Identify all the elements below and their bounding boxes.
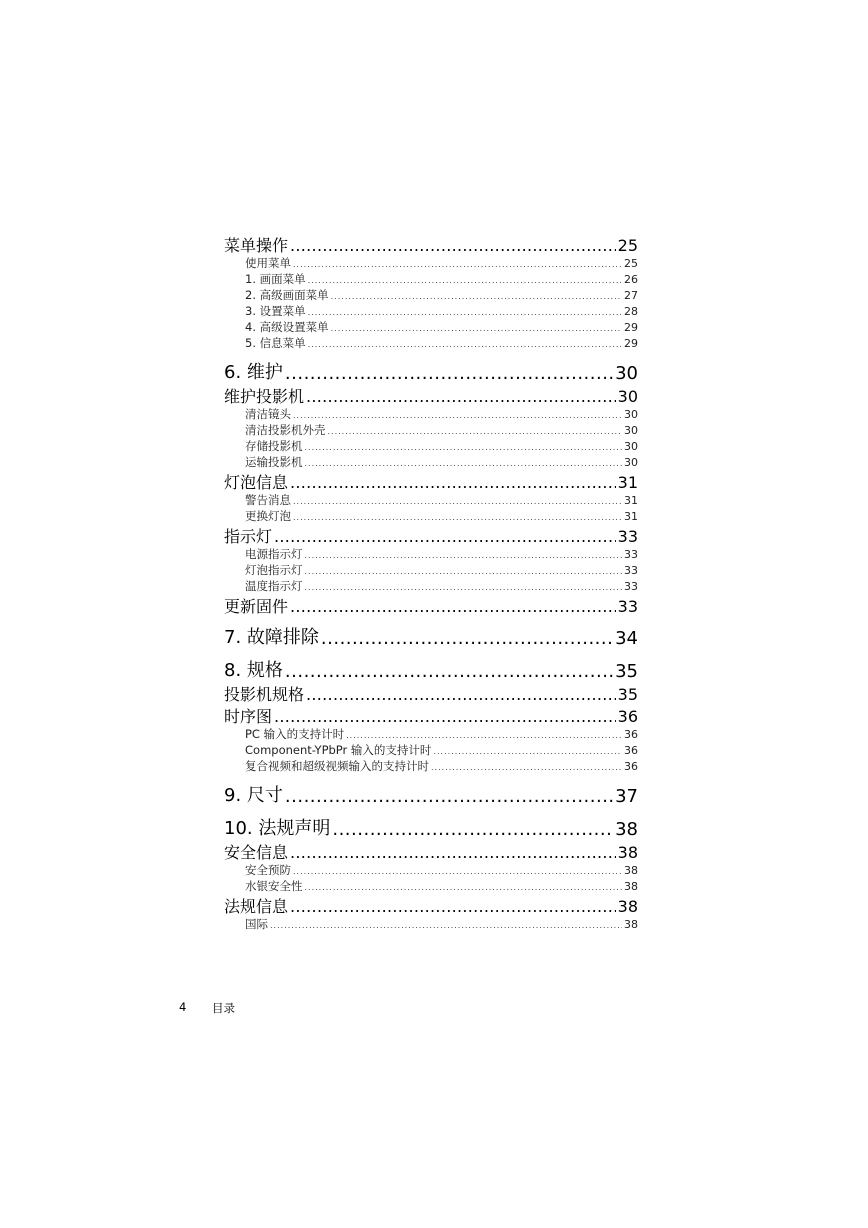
- dot-leader: [285, 363, 613, 384]
- dot-leader: [290, 236, 616, 255]
- toc-section[interactable]: [224, 894, 638, 916]
- dot-leader: [431, 763, 622, 772]
- toc-section[interactable]: [224, 594, 638, 616]
- toc-entry-title: 清洁镜头: [245, 407, 291, 421]
- dot-leader: [293, 411, 622, 420]
- toc-entry-page: 30: [615, 363, 638, 384]
- toc-entry-page: 30: [624, 424, 638, 437]
- toc-entry-title: 8. 规格: [224, 660, 283, 681]
- toc-entry-page: 25: [624, 257, 638, 270]
- dot-leader: [331, 324, 622, 333]
- toc-entry-title: 复合视频和超级视频输入的支持计时: [245, 759, 429, 773]
- toc-entry-page: 29: [624, 321, 638, 334]
- dot-leader: [274, 707, 616, 726]
- toc-entry-title: 灯泡指示灯: [245, 563, 303, 577]
- toc-entry-page: 34: [615, 628, 638, 649]
- toc-subsection[interactable]: [224, 271, 638, 287]
- toc-entry-page: 36: [617, 707, 638, 726]
- dot-leader: [308, 276, 622, 285]
- toc-entry-page: 38: [615, 819, 638, 840]
- toc-entry-title: 更新固件: [224, 597, 289, 616]
- toc-entry-title: 4. 高级设置菜单: [245, 320, 329, 334]
- toc-entry-page: 33: [617, 527, 638, 546]
- toc-entry-page: 28: [624, 305, 638, 318]
- toc-entry-title: 电源指示灯: [245, 547, 303, 561]
- toc-section[interactable]: [224, 840, 638, 862]
- dot-leader: [331, 292, 622, 301]
- toc-entry-page: 30: [617, 387, 638, 406]
- toc-chapter[interactable]: [224, 811, 638, 840]
- toc-entry-page: 31: [624, 510, 638, 523]
- page-footer: [179, 1000, 235, 1016]
- dot-leader: [274, 527, 616, 546]
- toc-entry-page: 36: [624, 728, 638, 741]
- dot-leader: [305, 459, 623, 468]
- footer-page-number: 4: [179, 1000, 187, 1014]
- dot-leader: [306, 685, 616, 704]
- toc-entry-title: 安全预防: [245, 863, 291, 877]
- toc-subsection[interactable]: [224, 255, 638, 271]
- toc-entry-page: 38: [624, 918, 638, 931]
- dot-leader: [285, 661, 613, 682]
- dot-leader: [305, 551, 623, 560]
- toc-subsection[interactable]: [224, 758, 638, 774]
- toc-subsection[interactable]: [224, 422, 638, 438]
- toc-entry-title: 更换灯泡: [245, 509, 291, 523]
- dot-leader: [308, 340, 622, 349]
- toc-entry-title: 警告消息: [245, 493, 291, 507]
- toc-subsection[interactable]: [224, 562, 638, 578]
- dot-leader: [285, 786, 613, 807]
- toc-entry-page: 30: [624, 440, 638, 453]
- toc-entry-title: 10. 法规声明: [224, 818, 331, 839]
- dot-leader: [346, 731, 622, 740]
- toc-chapter[interactable]: [224, 653, 638, 682]
- toc-subsection[interactable]: [224, 303, 638, 319]
- toc-entry-title: 2. 高级画面菜单: [245, 288, 329, 302]
- dot-leader: [290, 897, 616, 916]
- dot-leader: [305, 443, 623, 452]
- toc-entry-page: 33: [617, 597, 638, 616]
- toc-entry-page: 38: [617, 897, 638, 916]
- toc-entry-title: 灯泡信息: [224, 473, 289, 492]
- toc-section[interactable]: [224, 682, 638, 704]
- toc-entry-page: 31: [624, 494, 638, 507]
- dot-leader: [293, 260, 622, 269]
- toc-subsection[interactable]: [224, 878, 638, 894]
- dot-leader: [290, 843, 616, 862]
- dot-leader: [293, 867, 622, 876]
- dot-leader: [293, 513, 622, 522]
- toc-entry-page: 25: [617, 236, 638, 255]
- toc-entry-title: 使用菜单: [245, 256, 291, 270]
- dot-leader: [305, 567, 623, 576]
- toc-entry-title: 法规信息: [224, 897, 289, 916]
- dot-leader: [270, 921, 622, 930]
- toc-entry-title: 安全信息: [224, 843, 289, 862]
- toc-subsection[interactable]: [224, 742, 638, 758]
- dot-leader: [305, 583, 623, 592]
- toc-section[interactable]: [224, 470, 638, 492]
- toc-entry-title: 国际: [245, 917, 268, 931]
- toc-entry-page: 36: [624, 760, 638, 773]
- toc-subsection[interactable]: [224, 335, 638, 351]
- toc-entry-title: 维护投影机: [224, 387, 305, 406]
- dot-leader: [305, 883, 623, 892]
- toc-section[interactable]: [224, 524, 638, 546]
- toc-entry-page: 29: [624, 337, 638, 350]
- toc-entry-title: 3. 设置菜单: [245, 304, 306, 318]
- toc-section[interactable]: [224, 233, 638, 255]
- toc-entry-page: 30: [624, 456, 638, 469]
- dot-leader: [321, 628, 613, 649]
- toc-entry-title: 5. 信息菜单: [245, 336, 306, 350]
- dot-leader: [293, 497, 622, 506]
- dot-leader: [306, 387, 616, 406]
- toc-subsection[interactable]: [224, 546, 638, 562]
- dot-leader: [433, 747, 622, 756]
- toc-subsection[interactable]: [224, 287, 638, 303]
- toc-subsection[interactable]: [224, 726, 638, 742]
- toc-entry-page: 33: [624, 580, 638, 593]
- toc-subsection[interactable]: [224, 319, 638, 335]
- toc-section[interactable]: [224, 704, 638, 726]
- toc-entry-title: 存储投影机: [245, 439, 303, 453]
- toc-section[interactable]: [224, 384, 638, 406]
- toc-entry-title: 运输投影机: [245, 455, 303, 469]
- dot-leader: [290, 473, 616, 492]
- toc-entry-title: 指示灯: [224, 527, 273, 546]
- toc-entry-page: 33: [624, 548, 638, 561]
- toc-entry-page: 37: [615, 786, 638, 807]
- toc-entry-page: 27: [624, 289, 638, 302]
- toc-subsection[interactable]: [224, 492, 638, 508]
- toc-entry-title: 温度指示灯: [245, 579, 303, 593]
- dot-leader: [290, 597, 616, 616]
- table-of-contents: [224, 233, 638, 932]
- toc-subsection[interactable]: [224, 406, 638, 422]
- dot-leader: [328, 427, 623, 436]
- toc-subsection[interactable]: [224, 438, 638, 454]
- toc-subsection[interactable]: [224, 578, 638, 594]
- toc-entry-title: PC 输入的支持计时: [245, 727, 345, 741]
- toc-entry-title: 时序图: [224, 707, 273, 726]
- toc-entry-title: 7. 故障排除: [224, 627, 319, 648]
- toc-entry-page: 36: [624, 744, 638, 757]
- toc-entry-page: 38: [624, 880, 638, 893]
- toc-entry-page: 26: [624, 273, 638, 286]
- toc-chapter[interactable]: [224, 620, 638, 649]
- toc-entry-title: 清洁投影机外壳: [245, 423, 326, 437]
- toc-entry-page: 38: [624, 864, 638, 877]
- toc-subsection[interactable]: [224, 454, 638, 470]
- toc-chapter[interactable]: [224, 778, 638, 807]
- toc-entry-page: 38: [617, 843, 638, 862]
- toc-entry-page: 33: [624, 564, 638, 577]
- footer-section-title: 目录: [212, 1001, 235, 1015]
- toc-chapter[interactable]: [224, 355, 638, 384]
- toc-entry-title: 9. 尺寸: [224, 785, 283, 806]
- dot-leader: [332, 819, 613, 840]
- toc-entry-page: 35: [617, 685, 638, 704]
- dot-leader: [308, 308, 622, 317]
- toc-subsection[interactable]: [224, 508, 638, 524]
- toc-entry-title: 6. 维护: [224, 362, 283, 383]
- toc-entry-page: 31: [617, 473, 638, 492]
- toc-subsection[interactable]: [224, 916, 638, 932]
- toc-entry-title: 1. 画面菜单: [245, 272, 306, 286]
- toc-subsection[interactable]: [224, 862, 638, 878]
- toc-entry-page: 35: [615, 661, 638, 682]
- toc-entry-page: 30: [624, 408, 638, 421]
- toc-entry-title: 投影机规格: [224, 685, 305, 704]
- toc-entry-title: Component-YPbPr 输入的支持计时: [245, 743, 432, 757]
- toc-entry-title: 水银安全性: [245, 879, 303, 893]
- toc-entry-title: 菜单操作: [224, 236, 289, 255]
